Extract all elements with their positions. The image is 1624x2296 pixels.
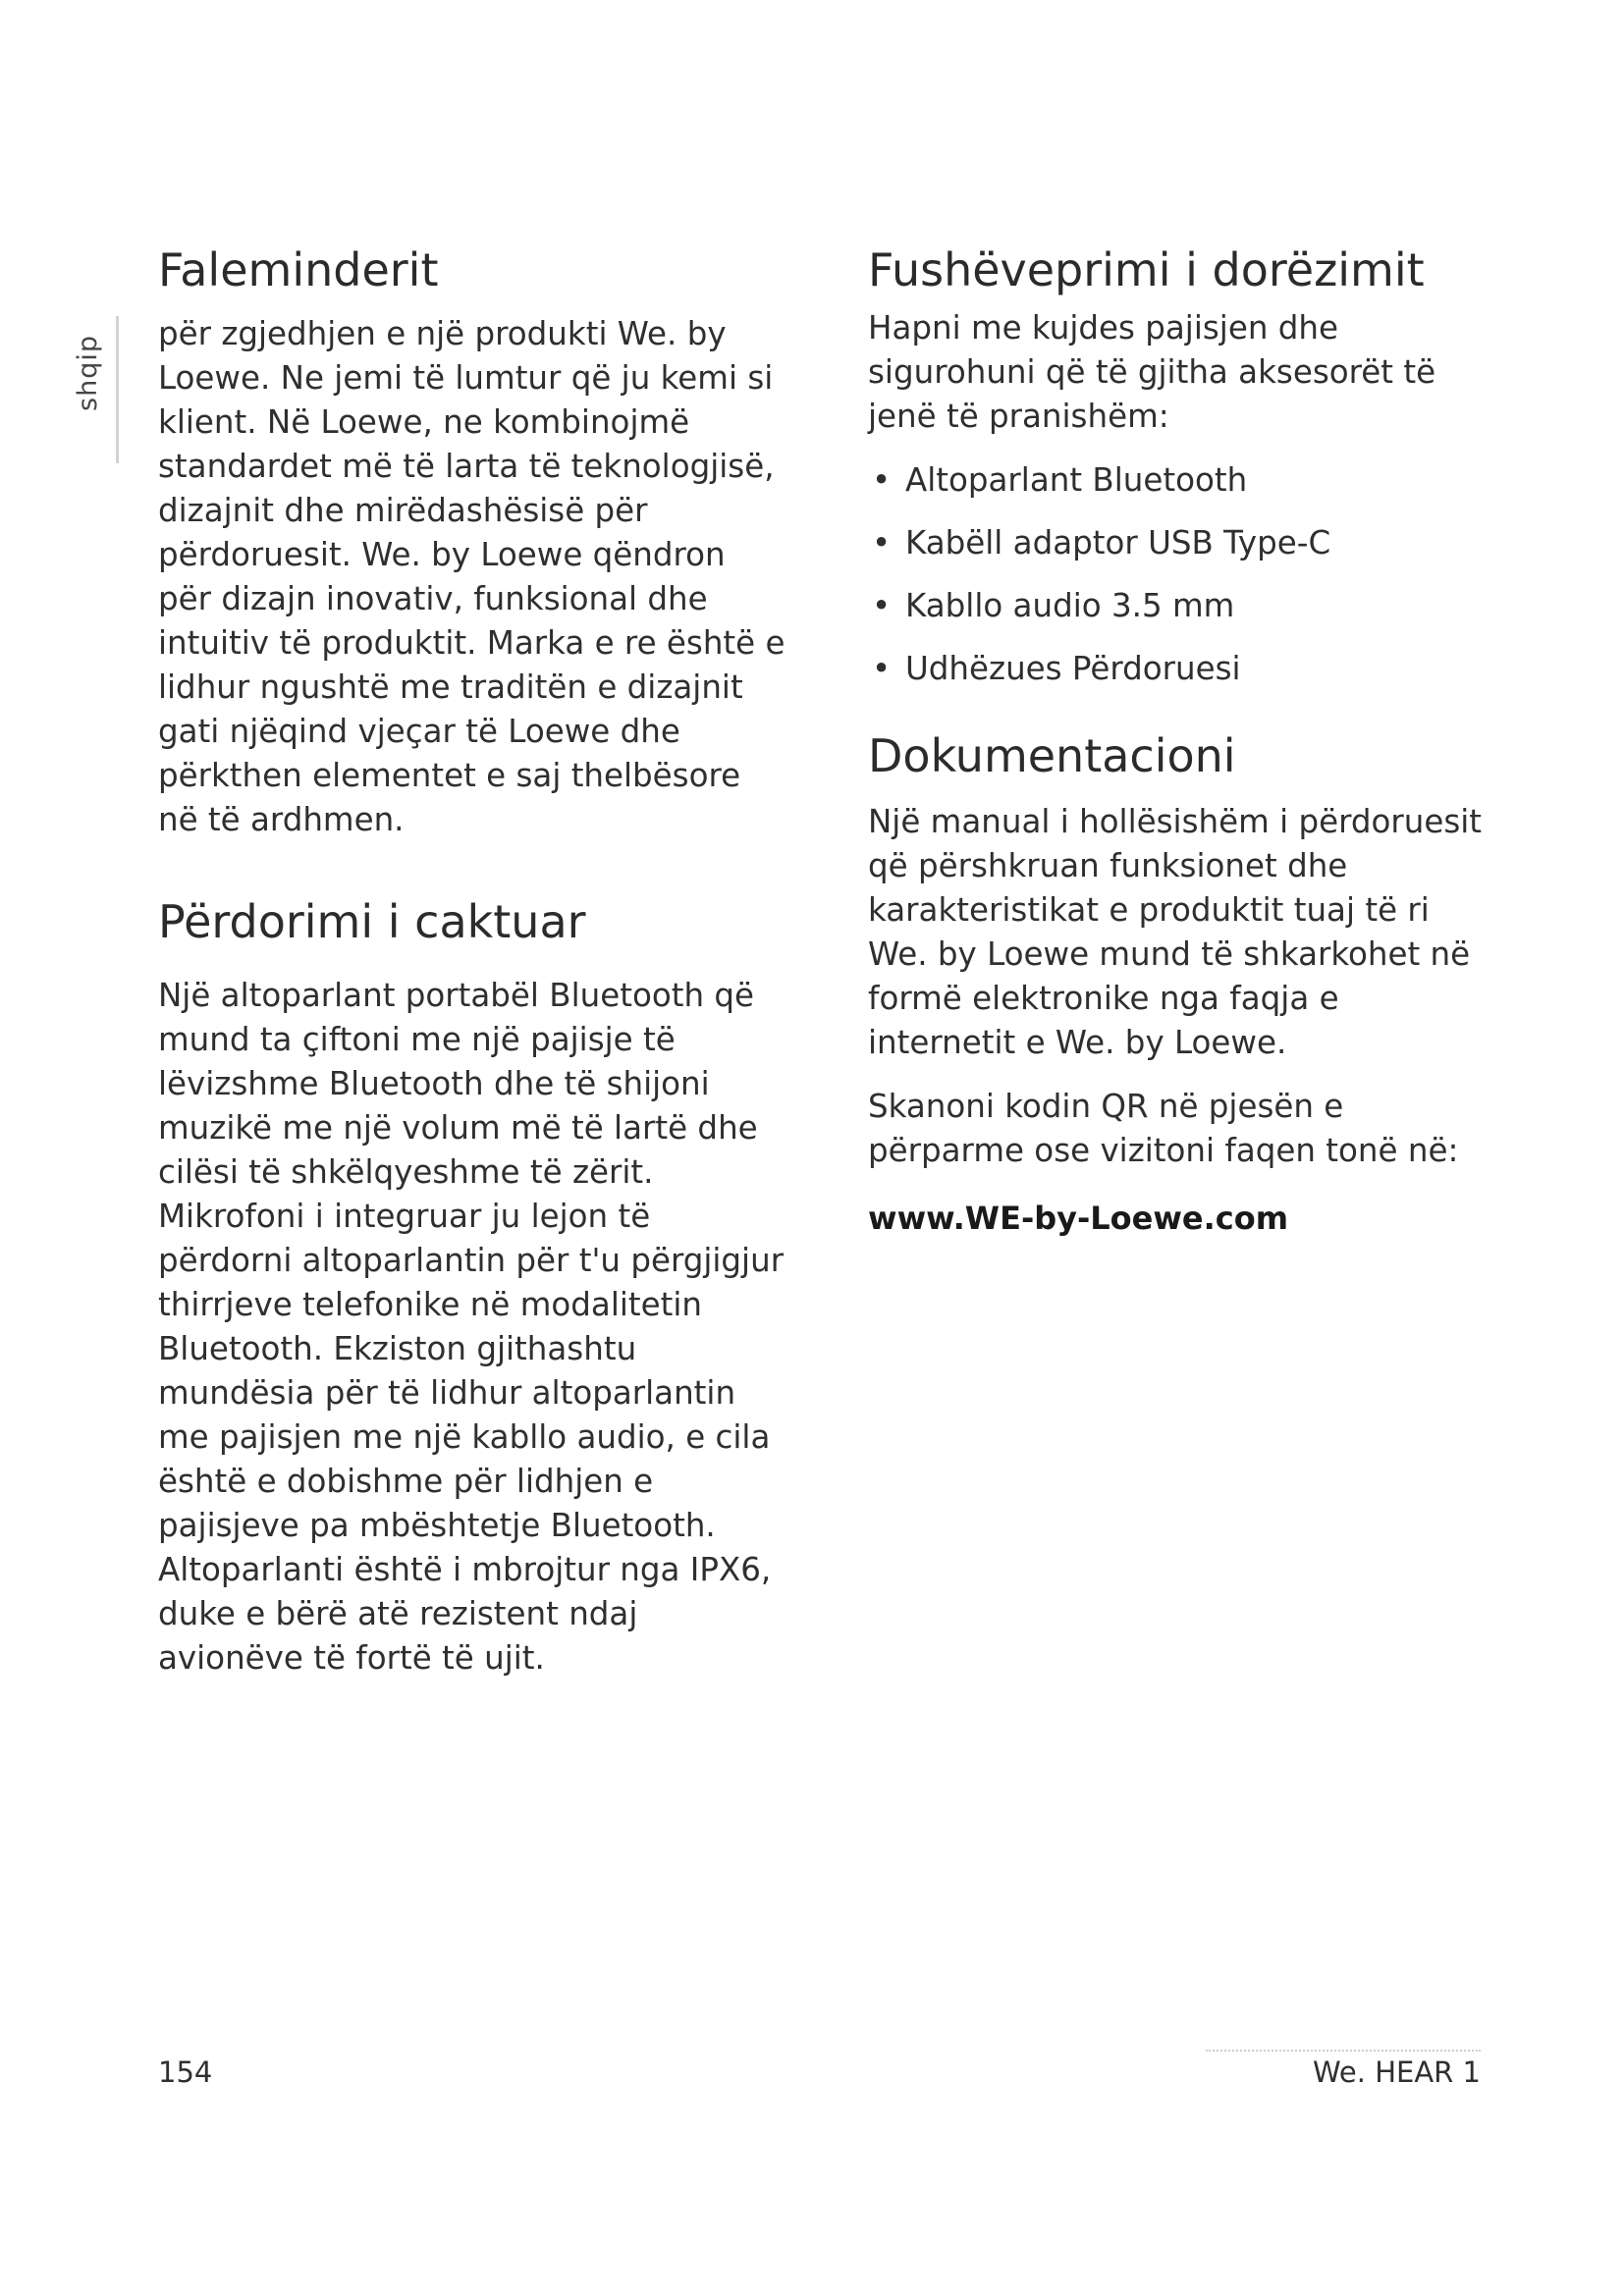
list-item: • Kabëll adaptor USB Type-C bbox=[868, 521, 1496, 584]
right-column bbox=[868, 236, 1496, 1241]
language-label: shqip bbox=[73, 335, 103, 411]
delivery-scope-heading: Fushëveprimi i dorëzimit bbox=[868, 243, 1425, 296]
list-item: • Kabllo audio 3.5 mm bbox=[868, 584, 1496, 647]
language-tab bbox=[69, 316, 128, 463]
list-item: • Udhëzues Përdoruesi bbox=[868, 647, 1496, 710]
qr-instruction-text: Skanoni kodin QR në pjesën e përparme ose vizitoni faqen tonë në: bbox=[868, 1088, 1459, 1169]
delivery-items-list bbox=[868, 458, 1496, 710]
documentation-heading: Dokumentacioni bbox=[868, 729, 1236, 782]
left-column bbox=[158, 236, 786, 1681]
footer-divider bbox=[1206, 2050, 1481, 2052]
list-item: • Altoparlant Bluetooth bbox=[868, 458, 1496, 521]
bullet-icon: • bbox=[872, 524, 892, 561]
product-name: We. HEAR 1 bbox=[1312, 2056, 1481, 2089]
intended-use-heading: Përdorimi i caktuar bbox=[158, 895, 586, 948]
thank-you-heading: Faleminderit bbox=[158, 243, 439, 296]
bullet-icon: • bbox=[872, 461, 892, 499]
documentation-text: Një manual i hollësishëm i përdoruesit që përshkruan funksionet dhe karakteristikat e produktit tuaj të ri We. by Loewe mund të shkarkohet në formë elektronike nga faqja e internetit e We. by Loewe. bbox=[868, 803, 1483, 1061]
website-link[interactable]: www.WE-by-Loewe.com bbox=[868, 1200, 1289, 1237]
thank-you-text: për zgjedhjen e një produkti We. by Loewe. Ne jemi të lumtur që ju kemi si klient. Në Loewe, ne kombinojmë standardet më të larta të teknologjisë, dizajnit dhe mirëdashësisë për përdoruesit. We. by Loewe qëndron për dizajn inovativ, funksional dhe intuitiv të produktit. Marka e re është e lidhur ngushtë me traditën e dizajnit gati njëqind vjeçar të Loewe dhe përkthen elementet e saj thelbësore në të ardhmen. bbox=[158, 315, 785, 838]
page-number: 154 bbox=[158, 2056, 213, 2089]
intended-use-text: Një altoparlant portabël Bluetooth që mund ta çiftoni me një pajisje të lëvizshme Bluetooth dhe të shijoni muzikë me një volum më të lartë dhe cilësi të shkëlqyeshme të zërit. Mikrofoni i integruar ju lejon të përdorni altoparlantin për t'u përgjigjur thirrjeve telefonike në modalitetin Bluetooth. Ekziston gjithashtu mundësia për të lidhur altoparlantin me pajisjen me një kabllo audio, e cila është e dobishme për lidhjen e pajisjeve pa mbështetje Bluetooth. Altoparlanti është i mbrojtur nga IPX6, duke e bërë atë rezistent ndaj avionëve të fortë të ujit. bbox=[158, 977, 785, 1677]
bullet-icon: • bbox=[872, 650, 892, 687]
bullet-icon: • bbox=[872, 587, 892, 624]
delivery-scope-text: Hapni me kujdes pajisjen dhe sigurohuni që të gjitha aksesorët të jenë të pranishëm: bbox=[868, 309, 1436, 435]
language-divider bbox=[116, 316, 119, 463]
